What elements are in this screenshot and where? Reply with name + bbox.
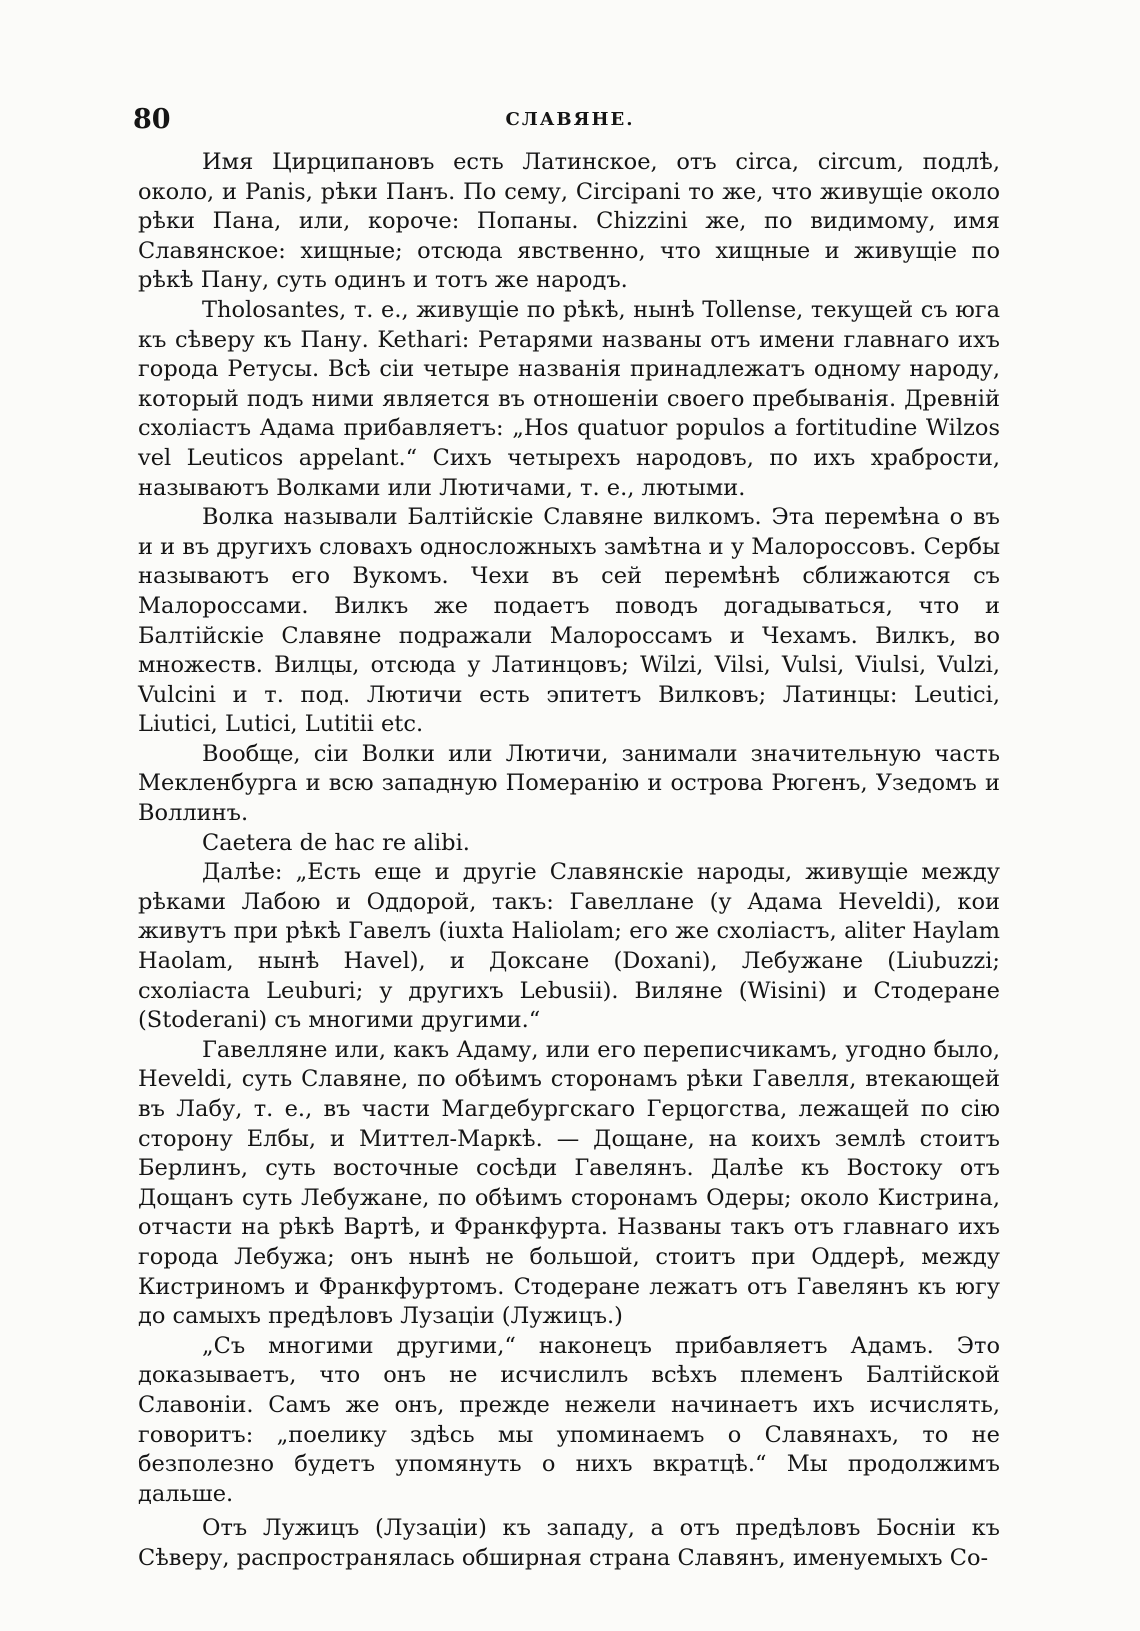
paragraph-tholosantes: Tholosantes, т. е., живущіе по рѣкѣ, нынѣ Tollense, текущей съ юга къ сѣверу къ Пану. Kethari: Ретарями названы отъ имени главнаго ихъ города Ретусы. Всѣ сіи четыре названія принадлежатъ одному народу, который подъ ними является въ отношеніи своего пребыванія. Древній схоліастъ Адама прибавляетъ: „Hos quatuor populos a fortitudine Wilzos vel Leuticos appelant.“ Сихъ четырехъ народовъ, по ихъ храбрости, называютъ Волками или Лютичами, т. е., лютыми. [138, 296, 1000, 501]
body-text [138, 148, 1000, 1574]
page-number: 80 [133, 104, 171, 135]
paragraph-caetera: Caetera de hac re alibi. [202, 829, 470, 856]
paragraph-many-others: „Съ многими другими,“ наконецъ прибавляетъ Адамъ. Это доказываетъ, что онъ не исчислилъ всѣхъ племенъ Балтійской Славоніи. Самъ же онъ, прежде нежели начинаетъ ихъ исчислять, говоритъ: „поелику здѣсь мы упоминаемъ о Славянахъ, то не безполезно будетъ упомянуть о нихъ вкратцѣ.“ Мы продолжимъ дальше. [138, 1332, 1000, 1507]
paragraph-lusatia: Отъ Лужицъ (Лузаціи) къ западу, а отъ предѣловъ Босніи къ Сѣверу, распространялась обширная страна Славянъ, именуемыхъ Со- [138, 1515, 1000, 1571]
running-title: СЛАВЯНЕ. [505, 109, 635, 130]
paragraph-havellane: Гавелляне или, какъ Адаму, или его переписчикамъ, угодно было, Heveldi, суть Славяне, по обѣимъ сторонамъ рѣки Гавелля, втекающей въ Лабу, т. е., въ части Магдебургскаго Герцогства, лежащей по сію сторону Елбы, и Миттел-Маркѣ. — Дощане, на коихъ землѣ стоитъ Берлинъ, суть восточные сосѣди Гавелянъ. Далѣе къ Востоку отъ Дощанъ суть Лебужане, по обѣимъ сторонамъ Одеры; около Кистрина, отчасти на рѣкѣ Вартѣ, и Франкфурта. Названы такъ отъ главнаго ихъ города Лебужа; онъ нынѣ не большой, стоитъ при Оддерѣ, между Кистриномъ и Франкфуртомъ. Стодеране лежатъ отъ Гавелянъ къ югу до самыхъ предѣловъ Лузаціи (Лужицъ.) [138, 1036, 1000, 1330]
paragraph-other-peoples: Далѣе: „Есть еще и другіе Славянскіе народы, живущіе между рѣками Лабою и Оддорой, такъ: Гавеллане (у Адама Heveldi), кои живутъ при рѣкѣ Гавелъ (iuxta Haliolam; его же схоліастъ, aliter Haylam Haolam, нынѣ Havel), и Доксане (Doxani), Лебужане (Liubuzzi; схоліаста Leuburi; у другихъ Lebusii). Виляне (Wisini) и Стодеране (Stoderani) съ многими другими.“ [138, 859, 1000, 1034]
paragraph-territory: Вообще, сіи Волки или Лютичи, занимали значительную часть Мекленбурга и всю западную Померанію и острова Рюгенъ, Узедомъ и Воллинъ. [138, 740, 1000, 827]
paragraph-wolves: Волка называли Балтійскіе Славяне вилкомъ. Эта перемѣна о въ и и въ другихъ словахъ односложныхъ замѣтна и у Малороссовъ. Сербы называютъ его Вукомъ. Чехи въ сей перемѣнѣ сближаются съ Малороссами. Вилкъ же подаетъ поводъ догадываться, что и Балтійскіе Славяне подражали Малороссамъ и Чехамъ. Вилкъ, во множеств. Вилцы, отсюда у Латинцовъ; Wilzi, Vilsi, Vulsi, Viulsi, Vulzi, Vulcini и т. под. Лютичи есть эпитетъ Вилковъ; Латинцы: Leutici, Liutici, Lutici, Lutitii etc. [138, 504, 1000, 738]
paragraph-circipani: Имя Цирципановъ есть Латинское, отъ circa, circum, подлѣ, около, и Panis, рѣки Панъ. По сему, Circipani то же, что живущіе около рѣки Пана, или, короче: Попаны. Chizzini же, по видимому, имя Славянское: хищные; отсюда явственно, что хищные и живущіе по рѣкѣ Пану, суть одинъ и тотъ же народъ. [138, 149, 1000, 294]
